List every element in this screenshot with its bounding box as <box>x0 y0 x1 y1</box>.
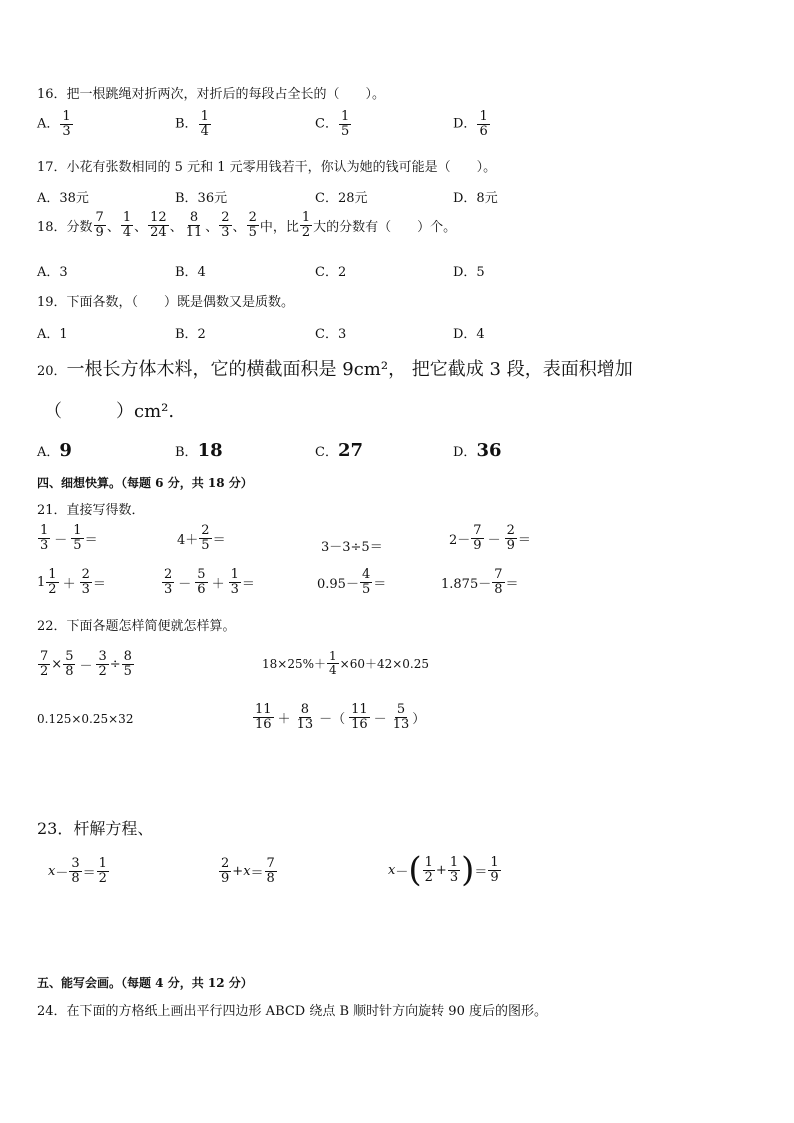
q22-expr-4: $\frac{11}{16}$ ＋ $\frac{8}{13}$ －（ $\frac{11}{16}$ － $\frac{5}{13}$ ） <box>255 702 426 732</box>
q23-equation-2: $\frac{2}{9}$ + x ＝ $\frac{7}{8}$ <box>221 856 275 886</box>
q18-option-b[interactable]: B．4 <box>175 265 206 280</box>
q21-expr-7: 0.95－ $\frac{4}{5}$ ＝ <box>317 567 387 597</box>
q17-option-a[interactable]: A．38元 <box>37 191 89 206</box>
q18-option-d[interactable]: D．5 <box>453 265 485 280</box>
q20-text-line1: 20．一根长方体木料，它的横截面积是 9cm²， 把它截成 3 段，表面积增加 <box>37 359 633 380</box>
q21-title: 21．直接写得数． <box>37 503 145 518</box>
q22-title: 22．下面各题怎样简便就怎样算。 <box>37 619 236 634</box>
q22-expr-1: $\frac{7}{2}$ × $\frac{5}{8}$ － $\frac{3}{2}$ ÷ $\frac{8}{5}$ <box>40 649 132 679</box>
q19-option-d[interactable]: D．4 <box>453 327 485 342</box>
q17-option-b[interactable]: B．36元 <box>175 191 228 206</box>
q19-option-a[interactable]: A．1 <box>37 327 68 342</box>
q21-expr-5: 1 $\frac{1}{2}$ ＋ $\frac{2}{3}$ ＝ <box>37 567 106 597</box>
q23-equation-1: x － $\frac{3}{8}$ ＝ $\frac{1}{2}$ <box>48 856 107 886</box>
q18-text: 18．分数 $\frac{7}{9}$ 、 $\frac{1}{4}$ 、 $\frac{12}{24}$ 、 $\frac{8}{11}$ 、 $\frac{2}{3}$ 、 $\frac{2}{5}$ 中，比 $\frac{1}{2}$ 大的分数有（ ）个。 <box>37 210 457 240</box>
q21-expr-8: 1.875－ $\frac{7}{8}$ ＝ <box>441 567 519 597</box>
q16-option-a[interactable]: A． $\frac{1}{3}$ <box>37 109 71 139</box>
q21-expr-1: $\frac{1}{3}$ － $\frac{1}{5}$ ＝ <box>40 523 98 553</box>
q17-option-c[interactable]: C．28元 <box>315 191 368 206</box>
q20-option-b[interactable]: B．18 <box>175 440 223 461</box>
q20-option-c[interactable]: C．27 <box>315 440 364 461</box>
q20-option-a[interactable]: A．9 <box>37 440 72 461</box>
q17-option-d[interactable]: D．8元 <box>453 191 498 206</box>
q20-text-line2: （ ）cm². <box>44 401 175 422</box>
q23-title: 23．杆解方程、 <box>37 819 154 838</box>
q16-text: 16．把一根跳绳对折两次，对折后的每段占全长的（ ）。 <box>37 87 386 102</box>
q19-option-c[interactable]: C．3 <box>315 327 347 342</box>
section-4-title: 四、细想快算。（每题 6 分，共 18 分） <box>37 476 253 490</box>
section-5-title: 五、能写会画。（每题 4 分，共 12 分） <box>37 976 253 990</box>
q19-option-b[interactable]: B．2 <box>175 327 206 342</box>
q24-text: 24．在下面的方格纸上画出平行四边形 ABCD 绕点 B 顺时针方向旋转 90 度后的图形。 <box>37 1004 547 1019</box>
q16-option-d[interactable]: D． $\frac{1}{6}$ <box>453 109 488 139</box>
q21-expr-4: 2－ $\frac{7}{9}$ － $\frac{2}{9}$ ＝ <box>449 523 531 553</box>
q18-option-c[interactable]: C．2 <box>315 265 347 280</box>
q16-option-c[interactable]: C． $\frac{1}{5}$ <box>315 109 350 139</box>
q21-expr-2: 4＋ $\frac{2}{5}$ ＝ <box>177 523 226 553</box>
q21-expr-3: 3－3÷5＝ <box>321 540 383 555</box>
q23-equation-3: x － ( $\frac{1}{2}$ + $\frac{1}{3}$ ) ＝ $\frac{1}{9}$ <box>388 850 499 890</box>
q22-expr-3: 0.125×0.25×32 <box>37 712 134 726</box>
q22-expr-2: 18×25%＋ $\frac{1}{4}$ ×60＋42×0.25 <box>262 649 430 677</box>
q19-text: 19．下面各数，（ ）既是偶数又是质数。 <box>37 295 295 310</box>
q18-option-a[interactable]: A．3 <box>37 265 68 280</box>
q17-text: 17．小花有张数相同的 5 元和 1 元零用钱若干，你认为她的钱可能是（ ）。 <box>37 160 497 175</box>
q16-option-b[interactable]: B． $\frac{1}{4}$ <box>175 109 209 139</box>
q21-expr-6: $\frac{2}{3}$ － $\frac{5}{6}$ ＋ $\frac{1}{3}$ ＝ <box>164 567 255 597</box>
q20-option-d[interactable]: D．36 <box>453 440 502 461</box>
